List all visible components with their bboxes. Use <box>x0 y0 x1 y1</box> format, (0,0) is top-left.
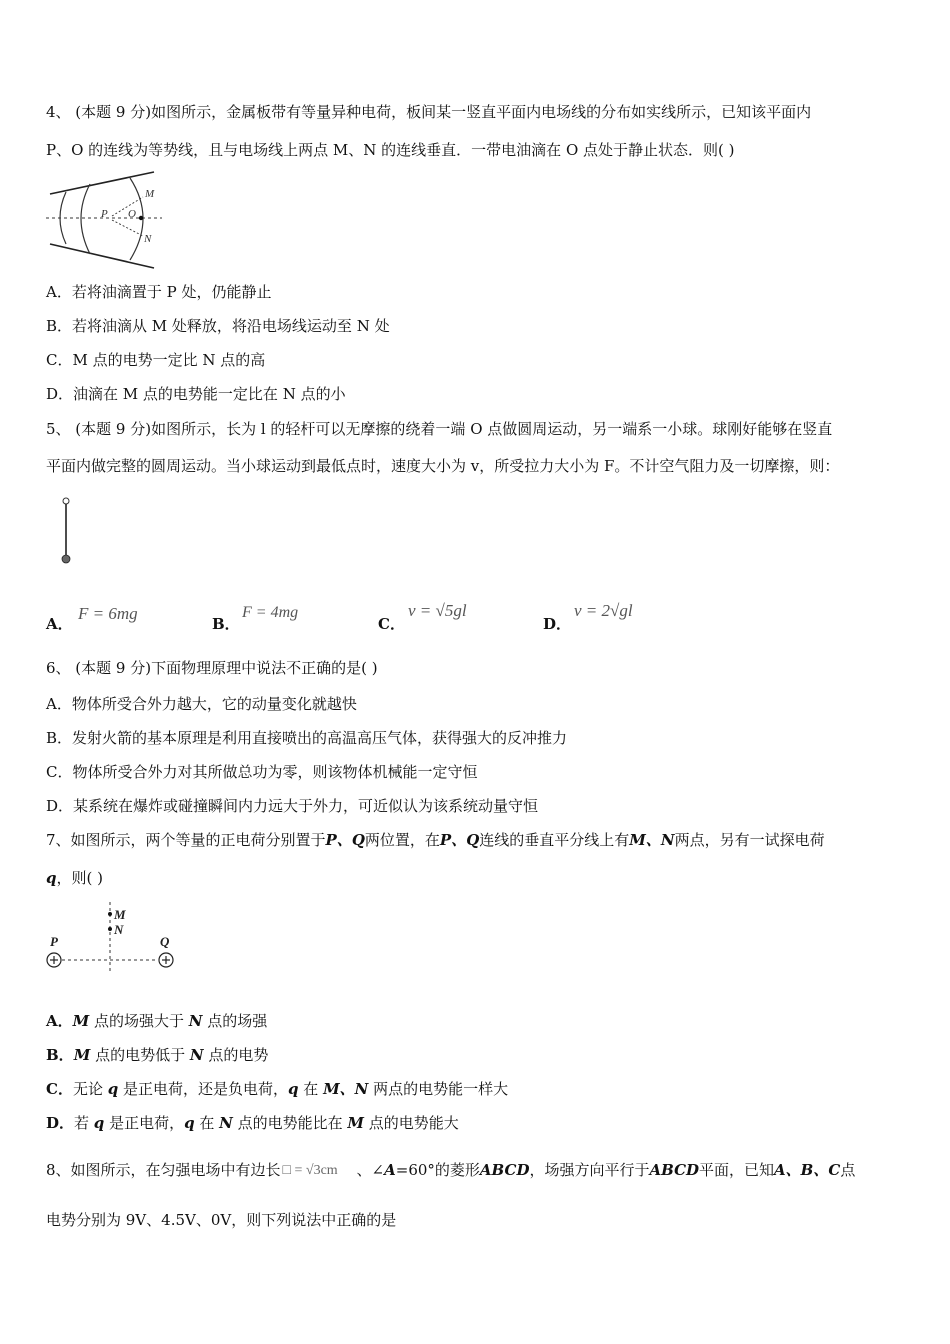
q5-option-b-label[interactable]: B． <box>212 615 240 633</box>
q7-option-c[interactable]: C．无论 q 是正电荷，还是负电荷，q 在 M、N 两点的电势能一样大 <box>46 1080 509 1098</box>
q5-stem-line1: 5、 (本题 9 分)如图所示，长为 l 的轻杆可以无摩擦的绕着一端 O 点做圆周运动，另一端系一小球。球刚好能够在竖直 <box>46 420 833 438</box>
q8-side-formula: □ = √3cm <box>282 1163 338 1178</box>
q4-option-a[interactable]: A．若将油滴置于 P 处，仍能静止 <box>46 283 272 301</box>
q7-label-q: Q <box>160 934 170 949</box>
q4-label-n: N <box>144 233 152 245</box>
q6-option-a[interactable]: A．物体所受合外力越大，它的动量变化就越快 <box>46 695 357 713</box>
q4-option-d[interactable]: D．油滴在 M 点的电势能一定比在 N 点的小 <box>46 385 346 403</box>
q5-option-d-formula: v = 2√gl <box>574 601 633 620</box>
q7-label-n: N <box>114 922 124 937</box>
q4-stem-line1: 4、 (本题 9 分)如图所示，金属板带有等量异种电荷，板间某一竖直平面内电场线的分布如实线所示，已知该平面内 <box>46 103 812 121</box>
q5-stem-line2: 平面内做完整的圆周运动。当小球运动到最低点时，速度大小为 v，所受拉力大小为 F。不计空气阻力及一切摩擦，则： <box>46 457 840 475</box>
q6-option-c[interactable]: C．物体所受合外力对其所做总功为零，则该物体机械能一定守恒 <box>46 763 478 781</box>
q7-stem-line1: 7、如图所示，两个等量的正电荷分别置于P、Q两位置，在P、Q连线的垂直平分线上有M、N两点，另有一试探电荷 <box>46 831 825 849</box>
q8-stem-line1: 8、如图所示，在匀强电场中有边长 □ = √3cm 、∠A=60°的菱形ABCD，场强方向平行于ABCD平面，已知A、B、C点 <box>46 1161 856 1179</box>
q6-stem: 6、 (本题 9 分)下面物理原理中说法不正确的是( ) <box>46 659 378 677</box>
q6-option-b[interactable]: B．发射火箭的基本原理是利用直接喷出的高温高压气体，获得强大的反冲推力 <box>46 729 568 747</box>
q7-stem-line2: q，则( ) <box>46 869 103 887</box>
q5-option-c-label[interactable]: C． <box>378 615 405 633</box>
q7-charges-figure <box>44 900 184 975</box>
q8-stem-line2: 电势分别为 9V、4.5V、0V，则下列说法中正确的是 <box>46 1211 397 1229</box>
q7-option-b[interactable]: B．M 点的电势低于 N 点的电势 <box>46 1046 269 1064</box>
q5-option-b-formula: F = 4mg <box>242 604 299 621</box>
q4-option-b[interactable]: B．若将油滴从 M 处释放，将沿电场线运动至 N 处 <box>46 317 390 335</box>
q5-rod-figure <box>56 496 76 568</box>
q4-label-o: O <box>128 208 136 220</box>
q5-option-a-label[interactable]: A． <box>46 615 73 633</box>
q7-option-a[interactable]: A．M 点的场强大于 N 点的场强 <box>46 1012 268 1030</box>
q7-label-m: M <box>114 907 126 922</box>
q4-label-m: M <box>145 188 155 200</box>
q5-option-d-label[interactable]: D． <box>543 615 572 633</box>
q4-field-figure <box>44 170 174 275</box>
q7-option-d[interactable]: D．若 q 是正电荷，q 在 N 点的电势能比在 M 点的电势能大 <box>46 1114 459 1132</box>
q4-label-p: P <box>101 208 108 220</box>
q4-stem-line2: P、O 的连线为等势线，且与电场线上两点 M、N 的连线垂直．一带电油滴在 O 点处于静止状态．则( ) <box>46 141 735 159</box>
q6-option-d[interactable]: D．某系统在爆炸或碰撞瞬间内力远大于外力，可近似认为该系统动量守恒 <box>46 797 539 815</box>
q7-label-p: P <box>50 934 58 949</box>
q4-option-c[interactable]: C．M 点的电势一定比 N 点的高 <box>46 351 266 369</box>
q5-option-a-formula: F = 6mg <box>78 604 138 623</box>
q5-option-c-formula: v = √5gl <box>408 601 467 620</box>
